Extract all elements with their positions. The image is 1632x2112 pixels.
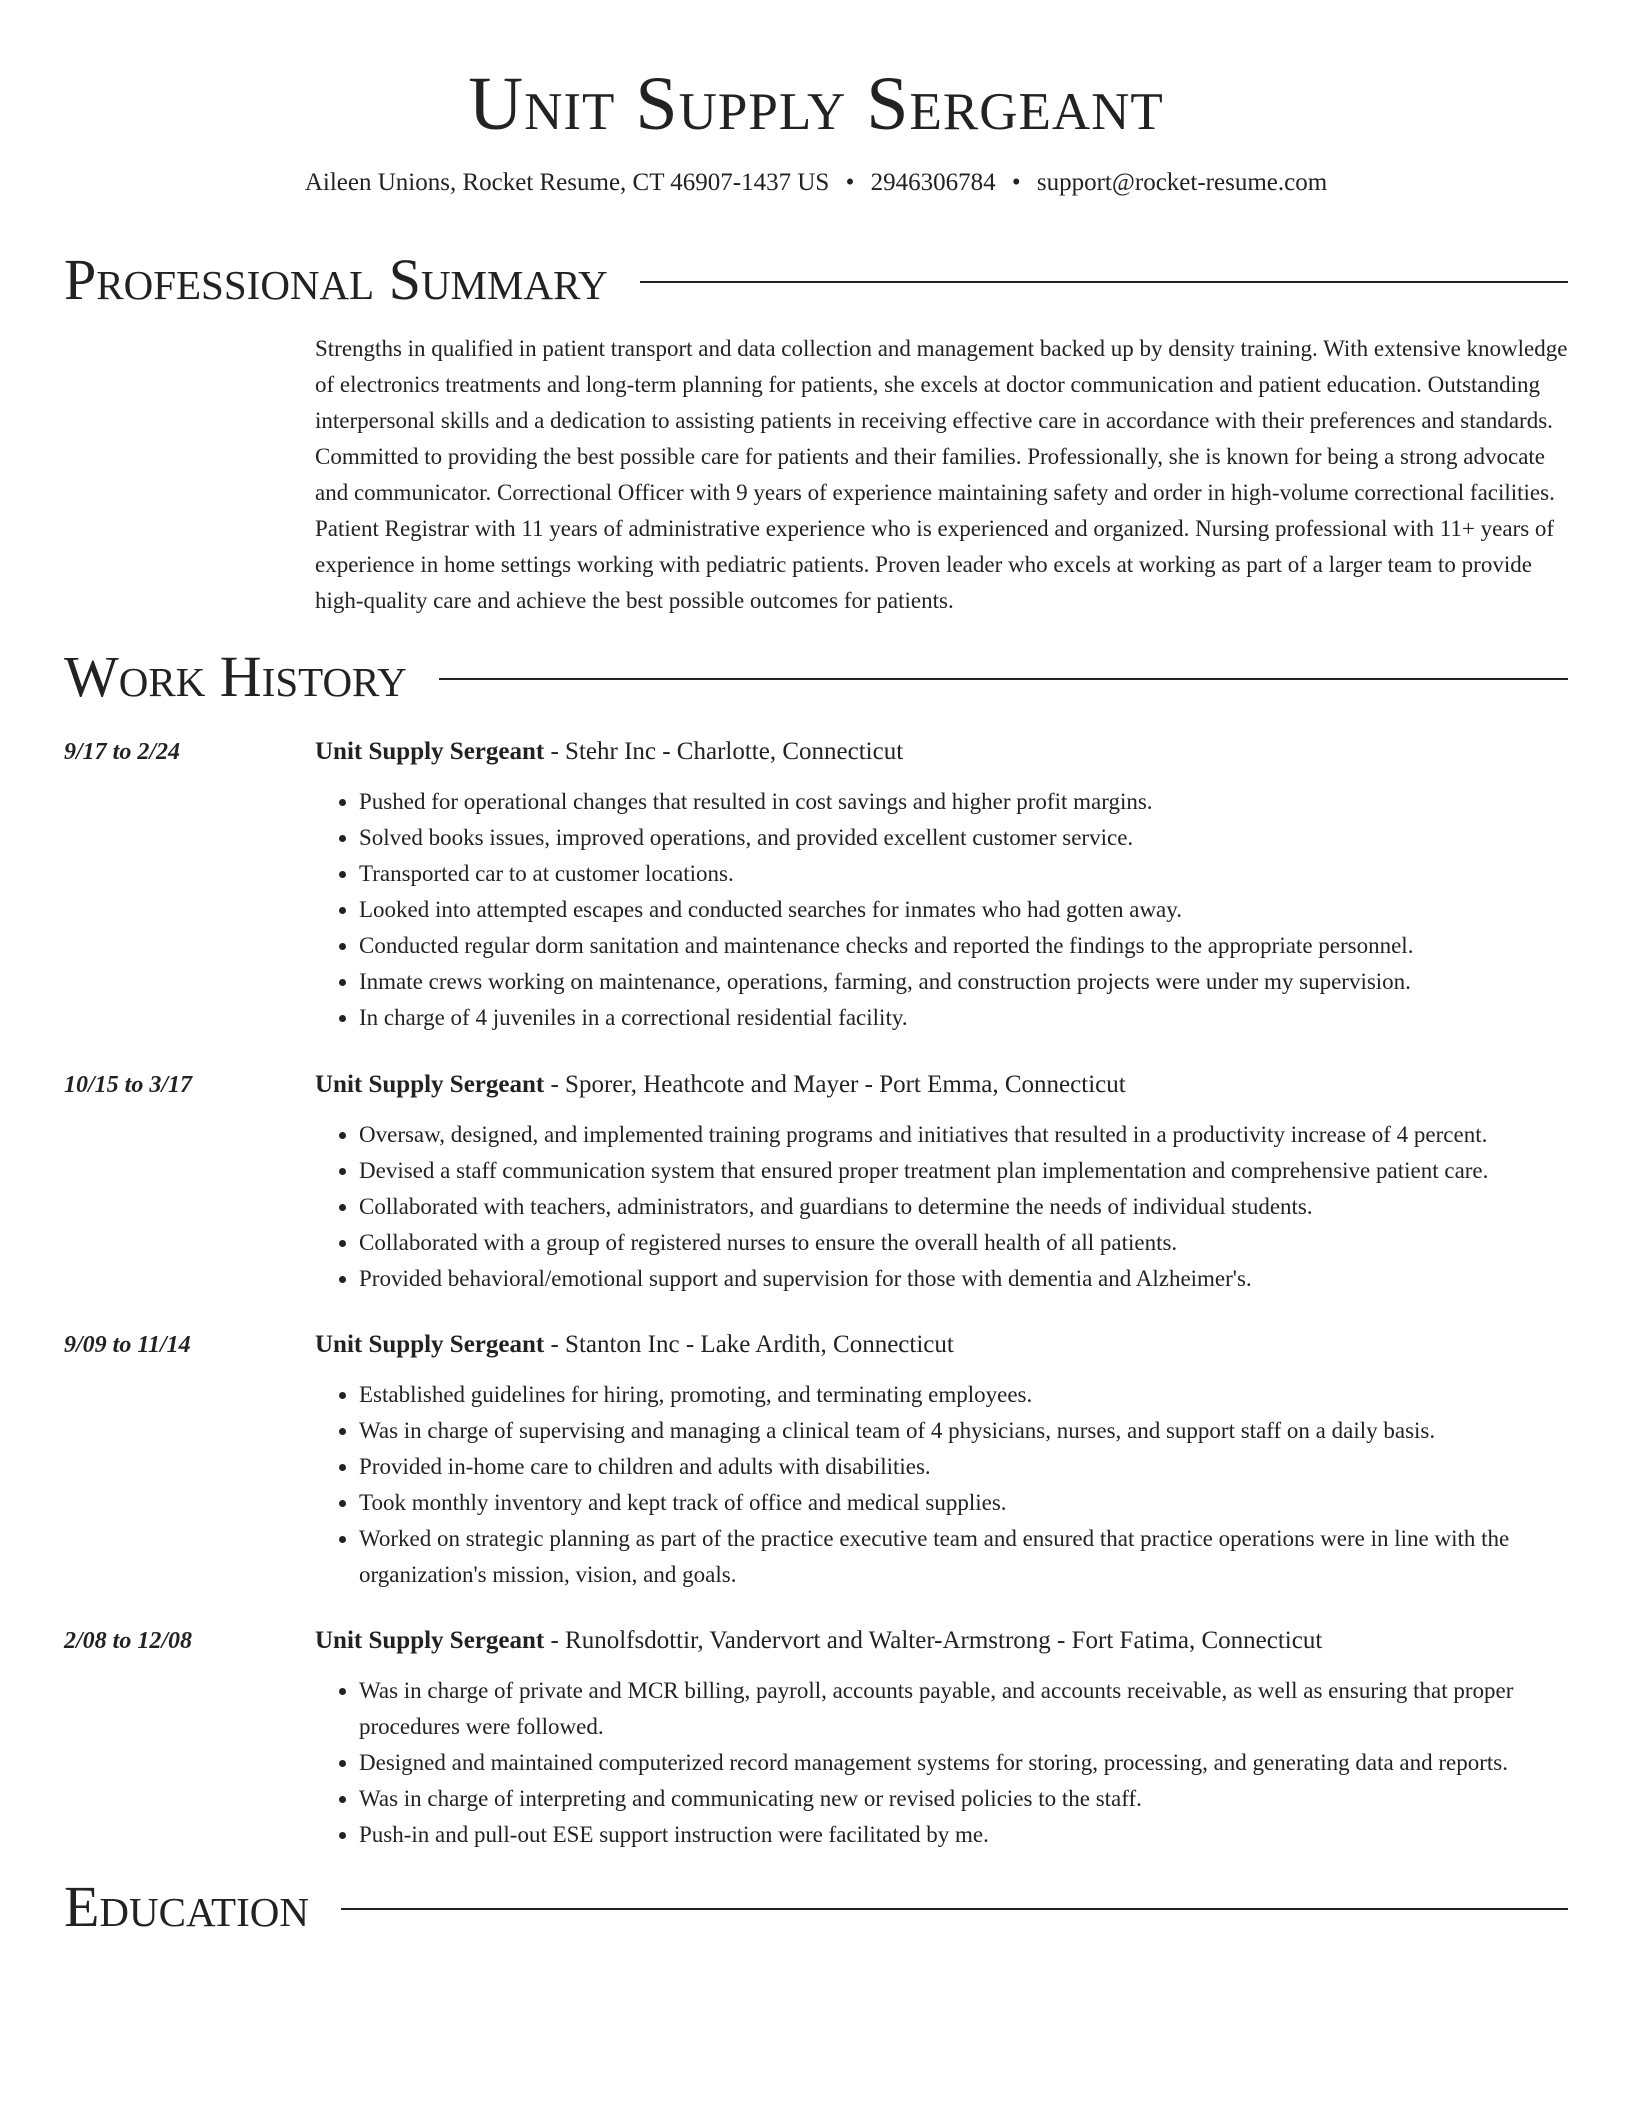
job-bullet: • Devised a staff communication system that ensured proper treatment plan implementation and comprehensive patient care. [359, 1153, 1568, 1189]
job-bullet: • Designed and maintained computerized record management systems for storing, processing, and generating data and reports. [359, 1745, 1568, 1781]
work-heading: Work History [64, 644, 407, 709]
job-bullets [315, 1673, 1568, 1853]
job-bullet: • Worked on strategic planning as part of the practice executive team and ensured that practice operations were in line with the organization's mission, vision, and goals. [359, 1521, 1568, 1593]
job-heading [315, 1328, 1568, 1362]
contact-address: Aileen Unions, Rocket Resume, CT 46907-1437 US [304, 169, 830, 196]
job-title: Unit Supply Sergeant [315, 1331, 545, 1358]
job-bullets [315, 784, 1568, 1036]
job-bullets [315, 1117, 1568, 1297]
job-employer: - Stehr Inc - Charlotte, Connecticut [544, 738, 904, 765]
job-dates: 9/17 to 2/24 [64, 739, 181, 765]
job-bullet: • Took monthly inventory and kept track of office and medical supplies. [359, 1485, 1568, 1521]
job-employer: - Stanton Inc - Lake Ardith, Connecticut [544, 1331, 954, 1358]
job-bullet: • Looked into attempted escapes and conducted searches for inmates who had gotten away. [359, 892, 1568, 928]
section-divider [341, 1908, 1568, 1910]
job-bullet: • Collaborated with teachers, administrators, and guardians to determine the needs of individual students. [359, 1189, 1568, 1225]
job-body [315, 1624, 1568, 1853]
job-heading [315, 735, 1568, 769]
job-dates: 9/09 to 11/14 [64, 1332, 191, 1358]
job-bullet: • In charge of 4 juveniles in a correctional residential facility. [359, 1000, 1568, 1036]
summary-section-header [64, 248, 1568, 312]
job-title: Unit Supply Sergeant [315, 1627, 545, 1654]
job-bullet: • Was in charge of interpreting and communicating new or revised policies to the staff. [359, 1781, 1568, 1817]
contact-separator: • [1011, 169, 1021, 196]
job-bullet: • Provided behavioral/emotional support and supervision for those with dementia and Alzheimer's. [359, 1261, 1568, 1297]
job-bullet: • Conducted regular dorm sanitation and maintenance checks and reported the findings to the appropriate personnel. [359, 928, 1568, 964]
job-bullet: • Established guidelines for hiring, promoting, and terminating employees. [359, 1377, 1568, 1413]
job-bullets [315, 1377, 1568, 1593]
job-bullet: • Was in charge of private and MCR billing, payroll, accounts payable, and accounts receivable, as well as ensuring that proper procedures were followed. [359, 1673, 1568, 1745]
job-entry [64, 735, 1568, 1036]
education-section-header [64, 1875, 1568, 1939]
job-title: Unit Supply Sergeant [315, 1071, 545, 1098]
job-title: Unit Supply Sergeant [315, 738, 545, 765]
job-dates: 10/15 to 3/17 [64, 1072, 193, 1098]
summary-heading: Professional Summary [64, 247, 608, 312]
job-entry [64, 1068, 1568, 1297]
resume-title: Unit Supply Sergeant [468, 62, 1164, 146]
resume-page [64, 0, 1568, 1939]
section-divider [640, 281, 1568, 283]
job-employer: - Sporer, Heathcote and Mayer - Port Emma, Connecticut [544, 1071, 1126, 1098]
contact-line [64, 166, 1568, 200]
work-section-header [64, 645, 1568, 709]
job-bullet: • Provided in-home care to children and adults with disabilities. [359, 1449, 1568, 1485]
job-heading [315, 1624, 1568, 1658]
job-entry [64, 1328, 1568, 1593]
job-heading [315, 1068, 1568, 1102]
contact-email: support@rocket-resume.com [1036, 169, 1328, 196]
job-bullet: • Collaborated with a group of registered nurses to ensure the overall health of all patients. [359, 1225, 1568, 1261]
contact-separator: • [845, 169, 855, 196]
job-body [315, 735, 1568, 1036]
contact-phone: 2946306784 [870, 169, 996, 196]
job-entry [64, 1624, 1568, 1853]
job-bullet: • Pushed for operational changes that resulted in cost savings and higher profit margins. [359, 784, 1568, 820]
section-divider [439, 678, 1568, 680]
job-body [315, 1068, 1568, 1297]
job-employer: - Runolfsdottir, Vandervort and Walter-Armstrong - Fort Fatima, Connecticut [544, 1627, 1323, 1654]
job-bullet: • Transported car to at customer locations. [359, 856, 1568, 892]
job-bullet: • Oversaw, designed, and implemented training programs and initiatives that resulted in a productivity increase of 4 percent. [359, 1117, 1568, 1153]
job-bullet: • Solved books issues, improved operations, and provided excellent customer service. [359, 820, 1568, 856]
job-dates: 2/08 to 12/08 [64, 1628, 193, 1654]
job-bullet: • Was in charge of supervising and managing a clinical team of 4 physicians, nurses, and support staff on a daily basis. [359, 1413, 1568, 1449]
education-heading: Education [64, 1874, 309, 1939]
job-bullet: • Inmate crews working on maintenance, operations, farming, and construction projects were under my supervision. [359, 964, 1568, 1000]
summary-text: Strengths in qualified in patient transport and data collection and management backed up by density training. With extensive knowledge of electronics treatments and long-term planning for patients, she excels at doctor communication and patient education. Outstanding interpersonal skills and a dedication to assisting patients in receiving effective care in accordance with their preferences and standards. Committed to providing the best possible care for patients and their families. Professionally, she is known for being a strong advocate and communicator. Correctional Officer with 9 years of experience maintaining safety and order in high-volume correctional facilities. Patient Registrar with 11 years of administrative experience who is experienced and organized. Nursing professional with 11+ years of experience in home settings working with pediatric patients. Proven leader who excels at working as part of a larger team to provide high-quality care and achieve the best possible outcomes for patients. [315, 336, 1568, 613]
job-bullet: • Push-in and pull-out ESE support instruction were facilitated by me. [359, 1817, 1568, 1853]
job-body [315, 1328, 1568, 1593]
